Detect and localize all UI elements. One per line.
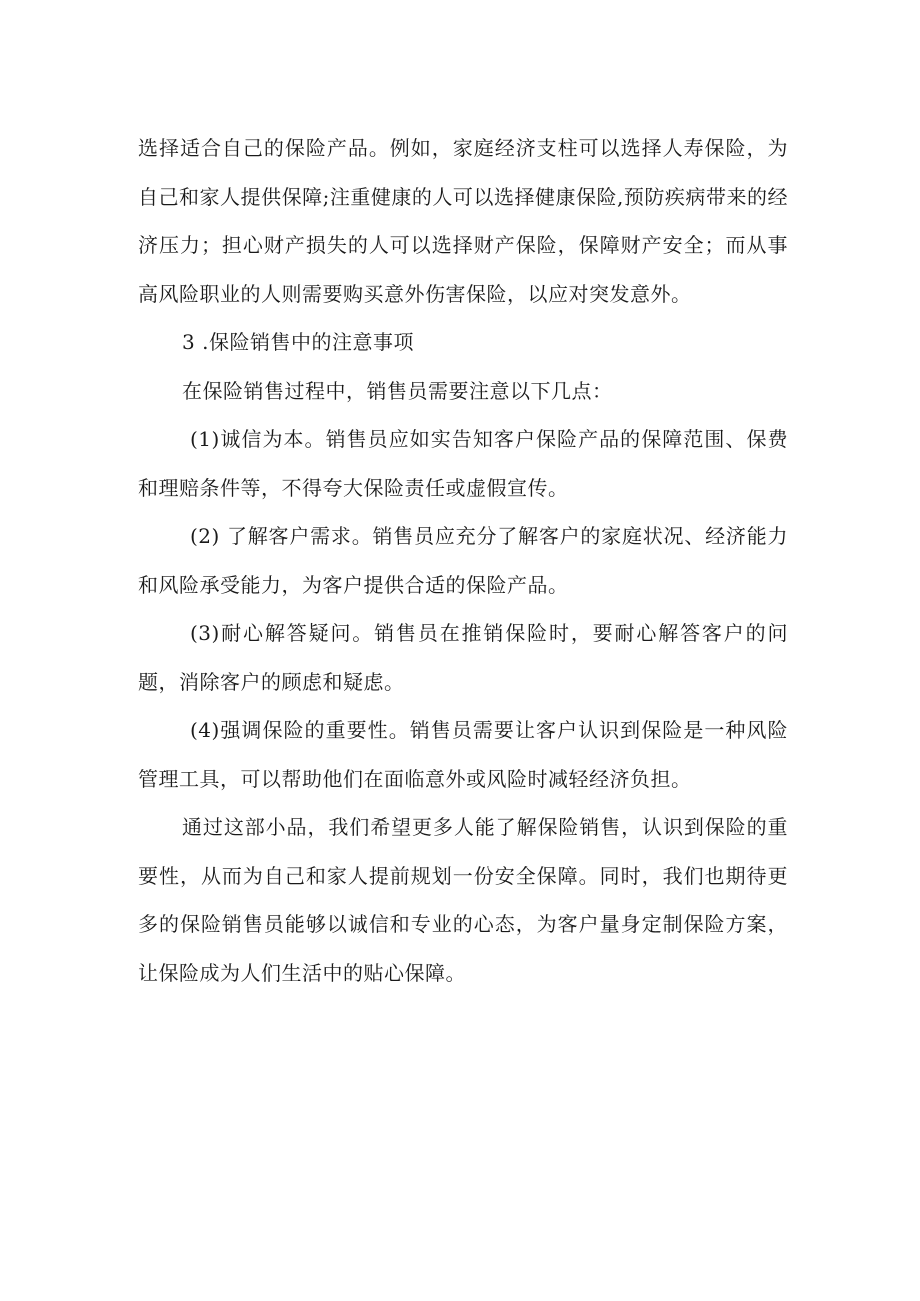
section-lead-paragraph: 在保险销售过程中，销售员需要注意以下几点： xyxy=(182,378,613,403)
document-body xyxy=(138,124,788,997)
intro-paragraph: 选择适合自己的保险产品。例如，家庭经济支柱可以选择人寿保险，为自己和家人提供保障;注重健康的人可以选择健康保险,预防疾病带来的经济压力；担心财产损失的人可以选择财产保险，保障财产安全；而从事高风险职业的人则需要购买意外伤害保险，以应对突发意外。 xyxy=(138,136,788,306)
list-item-3: (3)耐心解答疑问。销售员在推销保险时，要耐心解答客户的问题，消除客户的顾虑和疑虑。 xyxy=(138,621,788,694)
list-item-1: (1)诚信为本。销售员应如实告知客户保险产品的保障范围、保费和理赔条件等，不得夸大保险责任或虚假宣传。 xyxy=(138,427,788,500)
conclusion-paragraph: 通过这部小品，我们希望更多人能了解保险销售，认识到保险的重要性，从而为自己和家人提前规划一份安全保障。同时，我们也期待更多的保险销售员能够以诚信和专业的心态，为客户量身定制保险方案，让保险成为人们生活中的贴心保障。 xyxy=(138,815,788,985)
section-heading: 3 .保险销售中的注意事项 xyxy=(182,330,414,354)
list-item-2: (2) 了解客户需求。销售员应充分了解客户的家庭状况、经济能力和风险承受能力，为客户提供合适的保险产品。 xyxy=(138,524,788,597)
list-item-4: (4)强调保险的重要性。销售员需要让客户认识到保险是一种风险管理工具，可以帮助他们在面临意外或风险时减轻经济负担。 xyxy=(138,718,788,791)
